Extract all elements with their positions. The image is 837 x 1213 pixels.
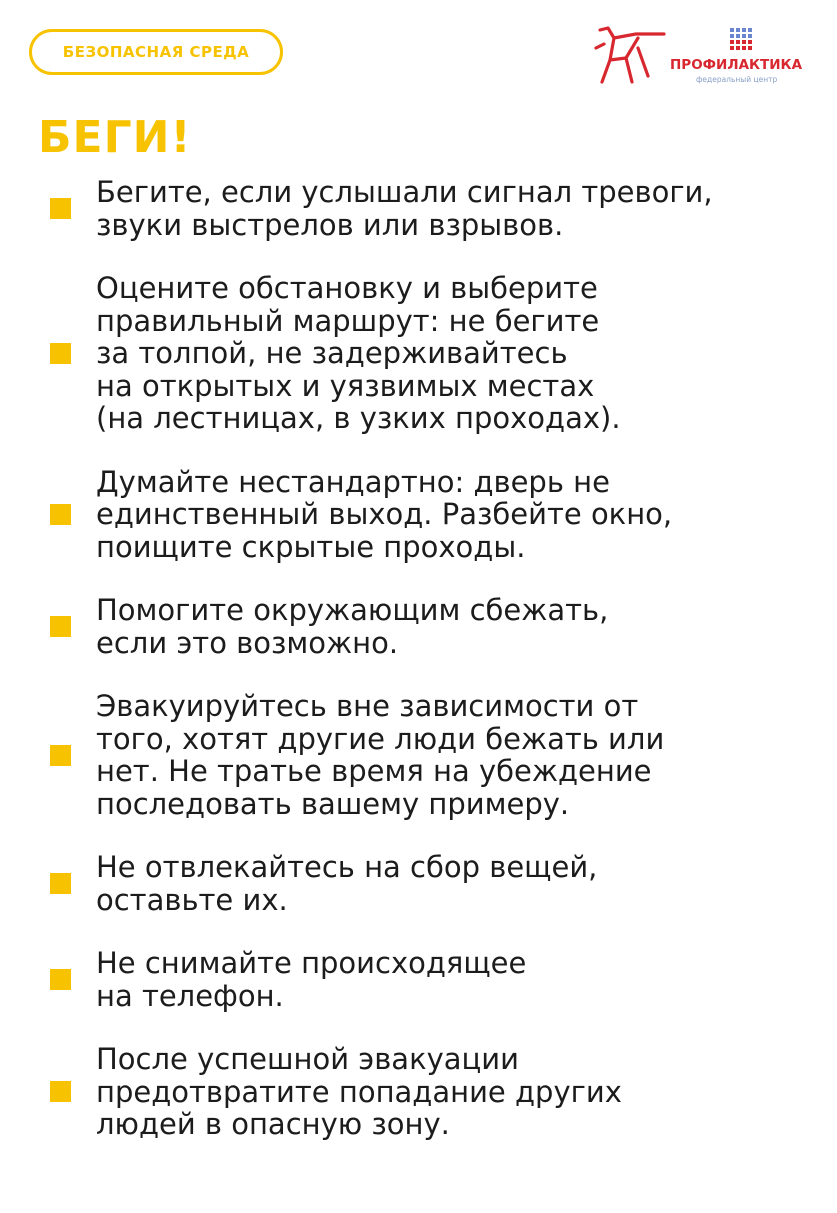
list-item-text: Оцените обстановку и выберите правильный маршрут: не бегите за толпой, не задерживайтесь на открытых и уязвимых местах (на лестницах, в узких проходах). — [96, 271, 621, 435]
category-badge-label: БЕЗОПАСНАЯ СРЕДА — [62, 43, 250, 61]
bullet-square-icon — [50, 745, 71, 766]
list-item-text: Бегите, если услышали сигнал тревоги, звуки выстрелов или взрывов. — [96, 175, 713, 242]
bullet-square-icon — [50, 616, 71, 637]
bullet-square-icon — [50, 873, 71, 894]
category-badge — [29, 29, 283, 75]
page-title: БЕГИ! — [38, 112, 192, 163]
pixel-grid-icon — [730, 28, 752, 50]
bullet-square-icon — [50, 1081, 71, 1102]
list-item-text: Думайте нестандартно: дверь не единственный выход. Разбейте окно, поищите скрытые проходы. — [96, 464, 673, 564]
bullet-square-icon — [50, 343, 71, 364]
bullet-square-icon — [50, 504, 71, 525]
logo-name: ПРОФИЛАКТИКА — [670, 57, 803, 73]
list-item — [0, 176, 837, 241]
list-item-text: После успешной эвакуации предотвратите попадание других людей в опасную зону. — [96, 1042, 622, 1141]
list-item — [0, 851, 837, 916]
running-figure-icon — [592, 24, 666, 90]
list-item — [0, 690, 837, 820]
list-item — [0, 272, 837, 435]
list-item-text: Эвакуируйтесь вне зависимости от того, хотят другие люди бежать или нет. Не тратье время на убеждение последовать вашему примеру. — [96, 689, 665, 821]
list-item — [0, 466, 837, 564]
list-item-text: Не снимайте происходящее на телефон. — [96, 946, 527, 1013]
list-item — [0, 594, 837, 659]
bullet-square-icon — [50, 969, 71, 990]
profilaktika-logo — [592, 24, 812, 90]
logo-subtitle: федеральный центр — [696, 75, 778, 84]
list-item-text: Помогите окружающим сбежать, если это возможно. — [96, 593, 609, 660]
list-item — [0, 1043, 837, 1141]
list-item — [0, 947, 837, 1012]
list-item-text: Не отвлекайтесь на сбор вещей, оставьте их. — [96, 850, 598, 917]
instruction-list — [0, 176, 837, 1172]
bullet-square-icon — [50, 198, 71, 219]
